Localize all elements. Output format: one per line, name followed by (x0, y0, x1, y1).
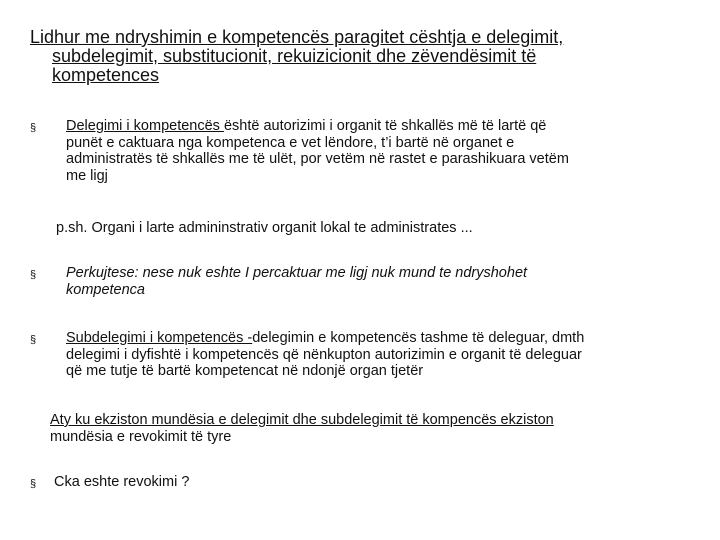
perkujtese-paragraph (66, 265, 706, 298)
delegimi-line-4: me ligj (66, 167, 108, 184)
revokim-note-line-2: mundësia e revokimit të tyre (50, 428, 232, 445)
delegimi-line-3: administratës të shkallës me të ulët, por vetëm në rastet e parashikuara vetëm (66, 151, 569, 167)
subdelegimi-paragraph (66, 330, 711, 380)
revokim-note (50, 412, 700, 445)
title-line-2: subdelegimit, substitucionit, rekuizicionit dhe zëvendësimit të (52, 46, 537, 66)
delegimi-line-1: është autorizimi i organit të shkallës më të lartë që (223, 118, 547, 134)
question-text: Cka eshte revokimi ? (54, 474, 190, 490)
perkujtese-line-1: Perkujtese: nese nuk eshte I percaktuar me ligj nuk mund te ndryshohet (66, 265, 528, 281)
revokim-note-line-1: Aty ku ekziston mundësia e delegimit dhe subdelegimit të kompencës ekziston (50, 412, 554, 428)
delegimi-line-2: punët e caktuara nga kompetenca e vet lëndore, t’i bartë në organet e (66, 134, 515, 151)
delegimi-term: Delegimi i kompetencës (66, 118, 224, 134)
subdelegimi-line-1: delegimin e kompetencës tashme të deleguar, dmth (252, 330, 585, 346)
bullet-icon: § (30, 334, 37, 346)
perkujtese-line-2: kompetenca (66, 281, 145, 298)
bullet-icon: § (30, 269, 37, 281)
bullet-icon: § (30, 122, 37, 134)
subdelegimi-line-3: që me tutje të bartë kompetencat në ndonjë organ tjetër (66, 363, 424, 379)
slide-title (30, 28, 690, 85)
title-line-3: kompetences (52, 65, 160, 85)
example-text: p.sh. Organi i larte admininstrativ organit lokal te administrates ... (56, 220, 473, 236)
delegimi-paragraph (66, 118, 706, 184)
bullet-icon: § (30, 478, 37, 490)
subdelegimi-term: Subdelegimi i kompetencës - (66, 330, 253, 346)
subdelegimi-line-2: delegimi i dyfishtë i kompetencës që nënkupton autorizimin e organit të deleguar (66, 346, 582, 363)
title-line-1: Lidhur me ndryshimin e kompetencës paragitet cështja e delegimit, (30, 27, 564, 47)
